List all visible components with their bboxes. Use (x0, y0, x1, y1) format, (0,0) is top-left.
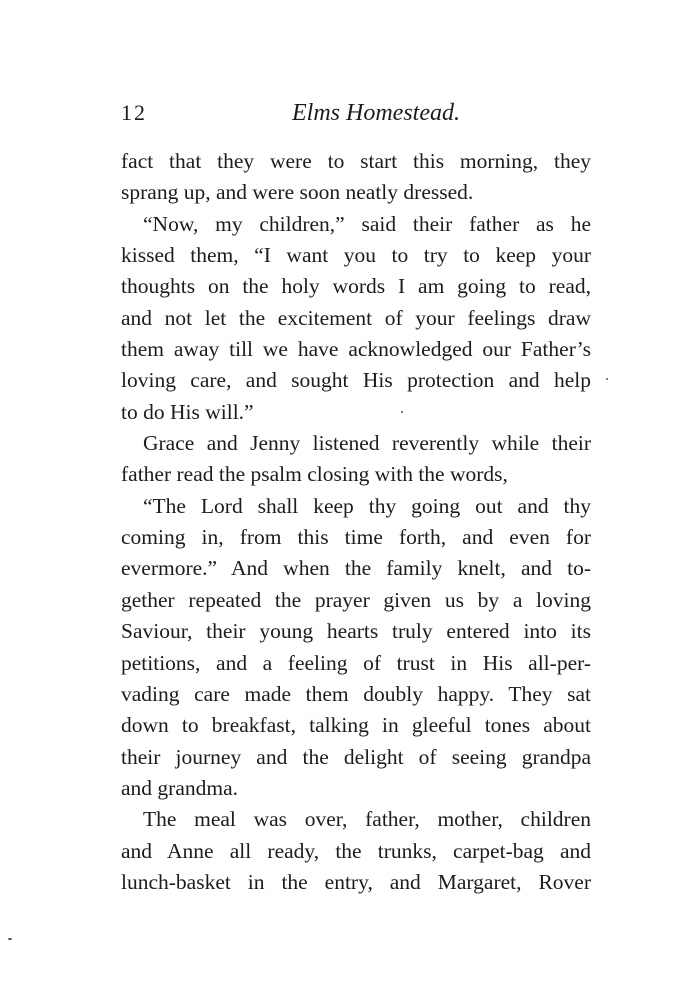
text-line: their journey and the delight of seeing grandpa (121, 744, 591, 769)
running-title: Elms Homestead. (292, 100, 460, 126)
text-line: thoughts on the holy words I am going to read, (121, 274, 591, 299)
text-line: and grandma. (121, 775, 239, 800)
text-line: and not let the excitement of your feelings draw (121, 305, 591, 330)
text-line: father read the psalm closing with the words, (121, 462, 508, 487)
text-line: Grace and Jenny listened reverently while their (143, 431, 591, 456)
text-line: sprang up, and were soon neatly dressed. (121, 180, 474, 205)
text-line: and Anne all ready, the trunks, carpet-bag and (121, 838, 591, 863)
body-text (121, 146, 591, 898)
running-header (121, 100, 591, 130)
page-number: 12 (121, 100, 147, 125)
text-line: loving care, and sought His protection and help (121, 368, 591, 393)
text-line: down to breakfast, talking in gleeful tones about (121, 713, 591, 738)
paper-speck (401, 411, 403, 413)
text-line: to do His will.” (121, 399, 254, 424)
text-line: “Now, my children,” said their father as he (143, 211, 591, 236)
text-line: vading care made them doubly happy. They sat (121, 681, 591, 706)
paper-speck (606, 378, 608, 380)
text-line: coming in, from this time forth, and even for (121, 525, 591, 550)
paper-speck (8, 938, 12, 940)
text-line: kissed them, “I want you to try to keep your (121, 243, 591, 268)
text-line: evermore.” And when the family knelt, and to- (121, 556, 591, 581)
text-line: lunch-basket in the entry, and Margaret, Rover (121, 869, 591, 894)
text-line: “The Lord shall keep thy going out and thy (143, 493, 591, 518)
text-line: them away till we have acknowledged our Father’s (121, 337, 591, 362)
text-line: gether repeated the prayer given us by a loving (121, 587, 591, 612)
text-line: fact that they were to start this morning, they (121, 149, 591, 173)
text-line: Saviour, their young hearts truly entered into its (121, 619, 591, 644)
text-line: The meal was over, father, mother, children (143, 807, 591, 832)
text-line: petitions, and a feeling of trust in His all-per- (121, 650, 591, 675)
